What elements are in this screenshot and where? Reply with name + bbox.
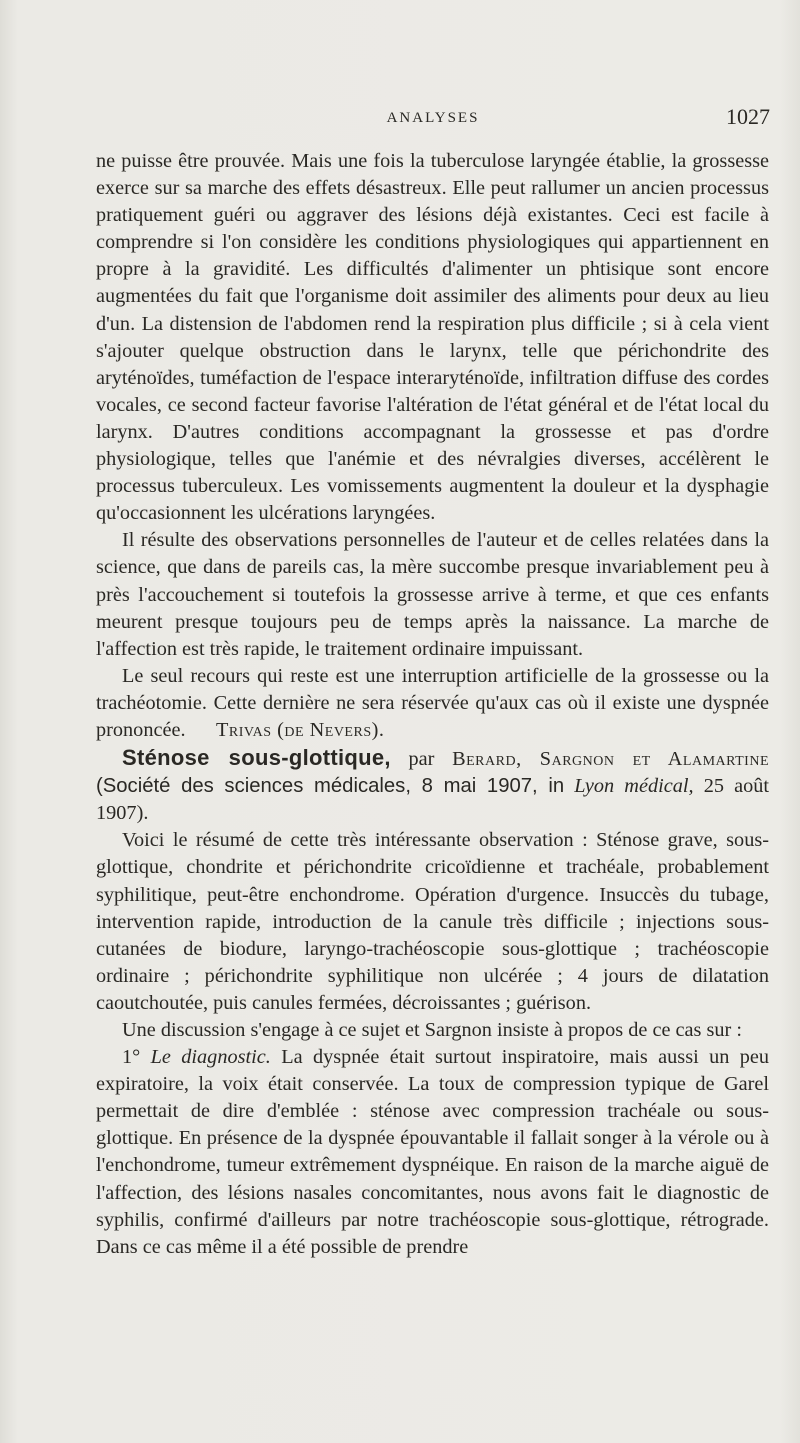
paragraph: Une discussion s'engage à ce sujet et Sargnon insiste à propos de ce cas sur :	[122, 1019, 743, 1041]
item-number: 1°	[122, 1046, 141, 1069]
section-authors: Berard, Sargnon et Alamartine	[452, 748, 770, 771]
signature: Trivas (de Nevers).	[215, 718, 385, 741]
paragraph: Il résulte des observations personnelles de l'auteur et de celles relatées dans la science, que dans de pareils cas, la mère succombe presque invariablement peu à près l'accouchement si toutefois la grossesse arrive à terme, et que ces enfants meurent presque toujours peu de temps après la naissance. La marche de l'affection est très rapide, le traitement ordinaire impuissant.	[96, 529, 769, 660]
section-title: Sténose sous-glottique,	[122, 745, 391, 771]
journal-name: Lyon médical,	[574, 775, 694, 798]
body-text	[96, 148, 769, 1261]
byline-par: par	[408, 748, 435, 771]
running-head: ANALYSES	[386, 110, 480, 126]
section-date: 25 août 1907).	[96, 775, 769, 825]
paragraph-text: Le seul recours qui reste est une interruption artificielle de la grossesse ou la trachéotomie. Cette dernière ne sera réservée qu'aux cas où il existe une dyspnée prononcée.	[96, 664, 769, 741]
page-header	[96, 100, 770, 140]
diagnostic-label: Le diagnostic.	[150, 1046, 271, 1069]
diagnostic-paragraph	[96, 1044, 769, 1261]
diagnostic-text: La dyspnée était surtout inspiratoire, mais aussi un peu expiratoire, la voix était conservée. La toux de compression typique de Garel permettait de dire d'emblée : sténose avec compression trachéale ou sous-glottique. En présence de la dyspnée épouvantable il fallait songer à la vérole ou à l'enchondrome, tumeur extrêmement dyspnéique. En raison de la marche aiguë de l'affection, des lésions nasales concomitantes, nous avons fait le diagnostic de syphilis, confirmé d'ailleurs par notre trachéoscopie sous-glottique, rétrograde. Dans ce cas même il a été possible de prendre	[96, 1046, 769, 1258]
paragraph	[96, 663, 769, 744]
page-number: 1027	[726, 104, 770, 129]
section-heading	[96, 744, 769, 827]
paragraph: Voici le résumé de cette très intéressante observation : Sténose grave, sous-glottique, chondrite et périchondrite cricoïdienne et trachéale, probablement syphilitique, peut-être enchondrome. Opération d'urgence. Insuccès du tubage, intervention rapide, introduction de la canule très difficile ; injections sous-cutanées de biodure, laryngo-trachéoscopie sous-glottique ; trachéoscopie ordinaire ; périchondrite syphilitique non ulcérée ; 4 jours de dilatation caoutchoutée, puis canules fermées, décroissantes ; guérison.	[96, 829, 769, 1014]
section-source: (Société des sciences médicales, 8 mai 1907, in	[96, 775, 565, 798]
paragraph: ne puisse être prouvée. Mais une fois la tuberculose laryngée établie, la grossesse exerce sur sa marche des effets désastreux. Elle peut rallumer un ancien processus pratiquement guéri ou aggraver des lésions déjà existantes. Ceci est facile à comprendre si l'on considère les conditions physiologiques qui appartiennent en propre à la gravidité. Les difficultés d'alimenter un phtisique sont encore augmentées du fait que l'organisme doit assimiler des aliments pour deux au lieu d'un. La distension de l'abdomen rend la respiration plus difficile ; si à cela vient s'ajouter quelque obstruction dans le larynx, telle que périchondrite des aryténoïdes, tuméfaction de l'espace interaryténoïde, infiltration diffuse des cordes vocales, ce second facteur favorise l'altération de l'état général et de l'état local du larynx. D'autres conditions accompagnant la grossesse et pas d'ordre physiologique, telles que l'anémie et des névralgies diverses, accélèrent le processus tuberculeux. Les vomissements augmentent la douleur et la dysphagie qu'occasionnent les ulcérations laryngées.	[96, 150, 769, 525]
